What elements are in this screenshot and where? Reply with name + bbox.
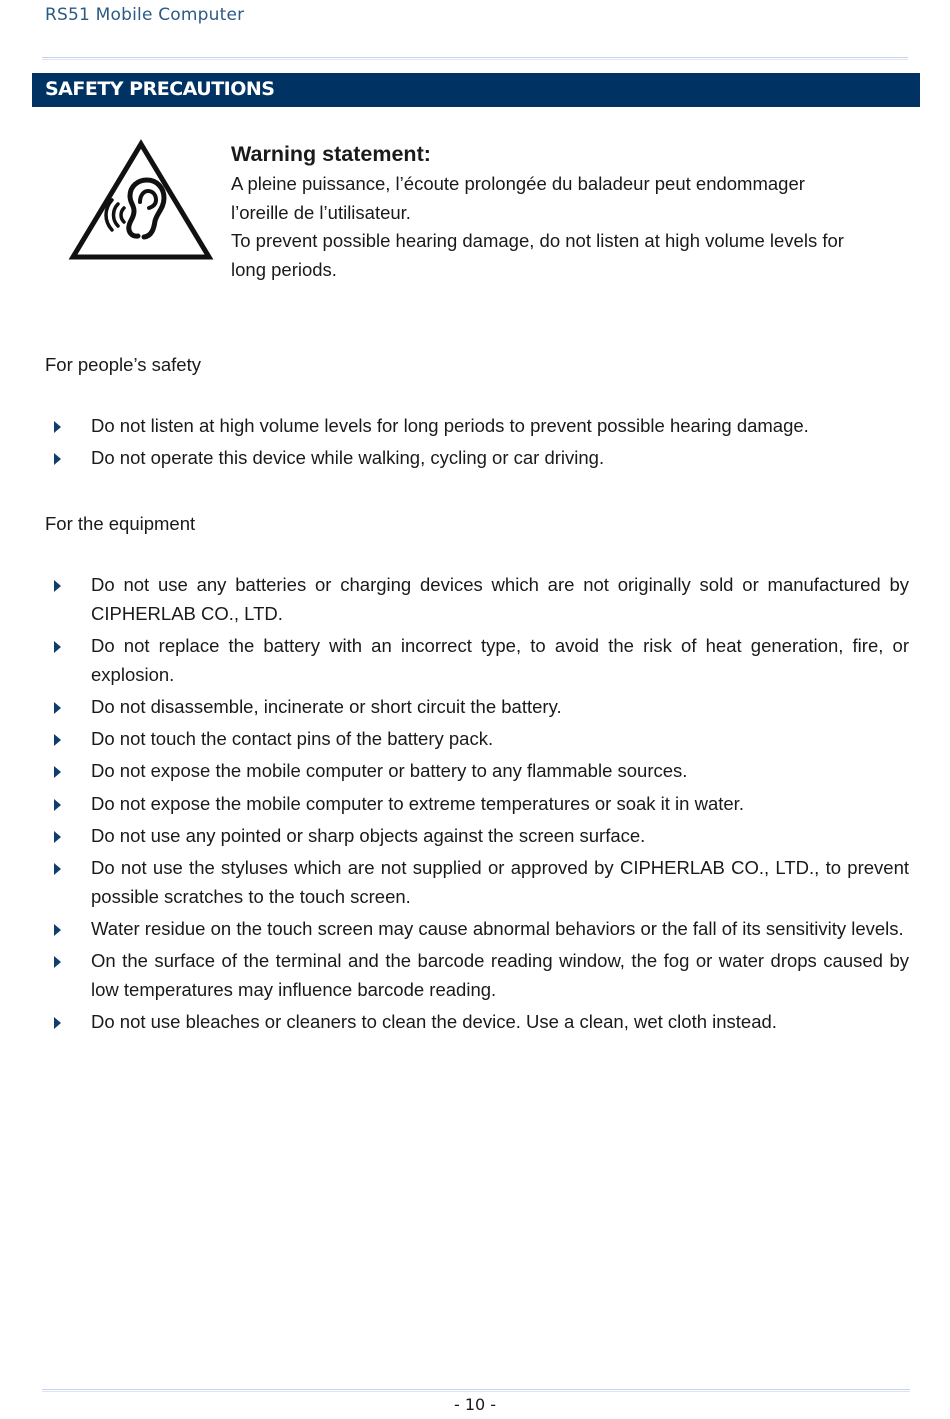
section-title: SAFETY PRECAUTIONS — [45, 78, 275, 100]
section-title-bar — [32, 73, 920, 107]
warning-heading: Warning statement: — [231, 142, 431, 166]
triangle-bullet-icon — [54, 924, 61, 936]
list-item: Do not operate this device while walking, cycling or car driving. — [45, 444, 909, 473]
header-divider — [42, 57, 908, 60]
list-item: Do not expose the mobile computer to extreme temperatures or soak it in water. — [45, 790, 909, 819]
equipment-list — [45, 571, 909, 1040]
page-number: - 10 - — [453, 1395, 497, 1414]
equipment-heading: For the equipment — [45, 513, 196, 534]
triangle-bullet-icon — [54, 453, 61, 465]
list-item: Do not disassemble, incinerate or short circuit the battery. — [45, 693, 909, 722]
triangle-bullet-icon — [54, 956, 61, 968]
list-item: Water residue on the touch screen may cause abnormal behaviors or the fall of its sensitivity levels. — [45, 915, 909, 944]
triangle-bullet-icon — [54, 421, 61, 433]
people-safety-list — [45, 412, 909, 476]
list-item: Do not use the styluses which are not supplied or approved by CIPHERLAB CO., LTD., to prevent possible scratches to the touch screen. — [45, 854, 909, 912]
running-header: RS51 Mobile Computer — [45, 5, 245, 25]
list-item: Do not touch the contact pins of the battery pack. — [45, 725, 909, 754]
triangle-bullet-icon — [54, 580, 61, 592]
warning-line: To prevent possible hearing damage, do not listen at high volume levels for — [231, 230, 844, 252]
triangle-bullet-icon — [54, 863, 61, 875]
warning-line: l’oreille de l’utilisateur. — [231, 201, 411, 223]
triangle-bullet-icon — [54, 641, 61, 653]
warning-statement — [231, 140, 911, 284]
list-item: Do not use any batteries or charging devices which are not originally sold or manufactured by CIPHERLAB CO., LTD. — [45, 571, 909, 629]
triangle-bullet-icon — [54, 831, 61, 843]
warning-line: long periods. — [231, 258, 337, 280]
triangle-bullet-icon — [54, 734, 61, 746]
list-item: Do not listen at high volume levels for long periods to prevent possible hearing damage. — [45, 412, 909, 441]
triangle-bullet-icon — [54, 799, 61, 811]
list-item: Do not use any pointed or sharp objects against the screen surface. — [45, 822, 909, 851]
hearing-damage-warning-icon — [68, 138, 214, 262]
list-item: Do not expose the mobile computer or battery to any flammable sources. — [45, 757, 909, 786]
people-safety-heading: For people’s safety — [45, 354, 201, 375]
list-item: Do not replace the battery with an incorrect type, to avoid the risk of heat generation, fire, or explosion. — [45, 632, 909, 690]
warning-line: A pleine puissance, l’écoute prolongée du baladeur peut endommager — [231, 173, 805, 194]
footer-divider — [42, 1389, 910, 1392]
triangle-bullet-icon — [54, 702, 61, 714]
list-item: Do not use bleaches or cleaners to clean the device. Use a clean, wet cloth instead. — [45, 1008, 909, 1037]
triangle-bullet-icon — [54, 1017, 61, 1029]
list-item: On the surface of the terminal and the barcode reading window, the fog or water drops caused by low temperatures may influence barcode reading. — [45, 947, 909, 1005]
triangle-bullet-icon — [54, 766, 61, 778]
